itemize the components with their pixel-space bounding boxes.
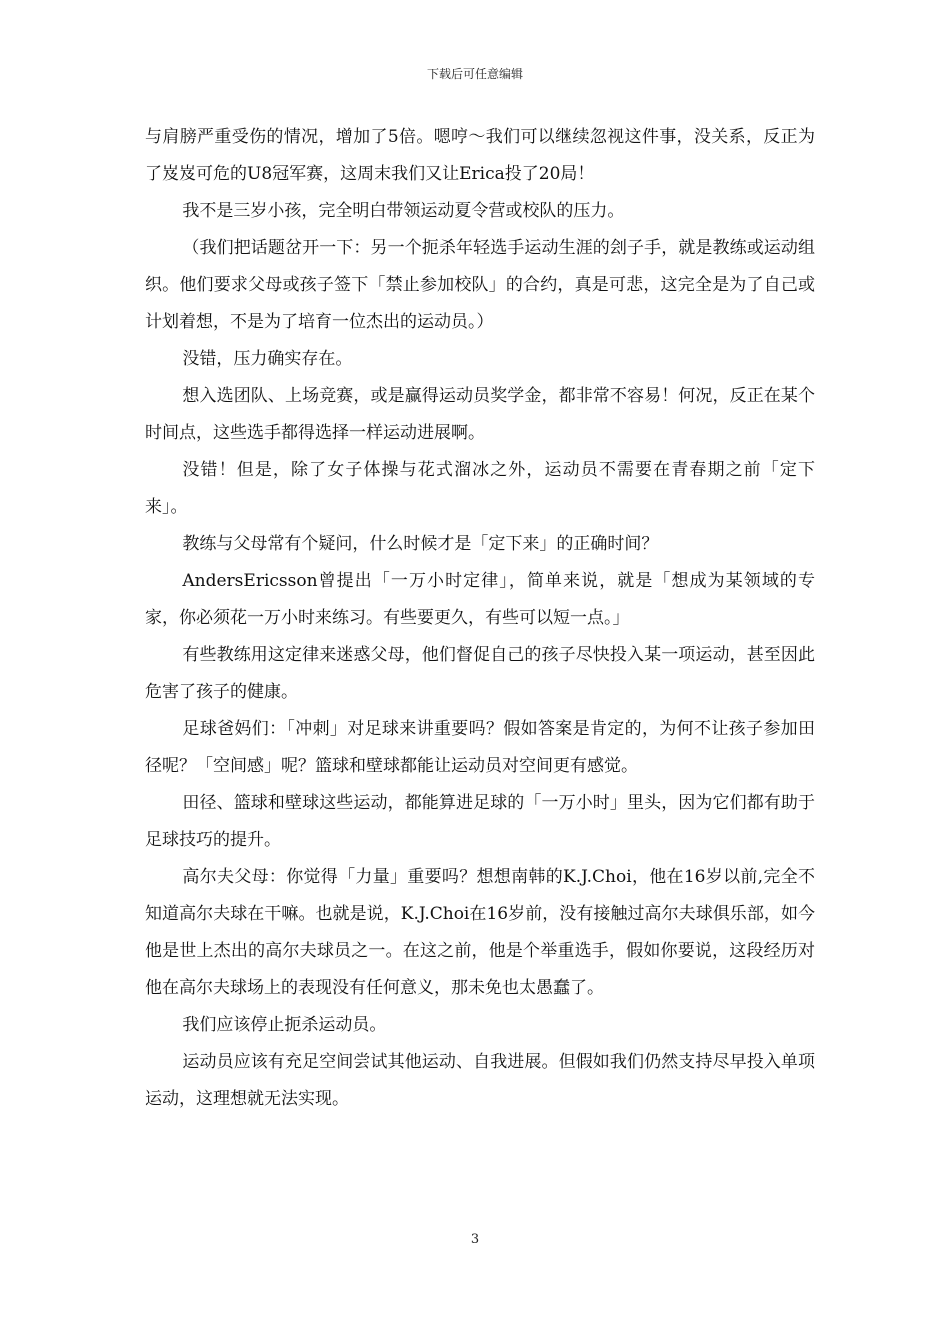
paragraph-14: 运动员应该有充足空间尝试其他运动、自我进展。但假如我们仍然支持尽早投入单项运动，这理想就无法实现。 [145,1052,815,1109]
page-number: 3 [470,1232,480,1247]
paragraph-11: 田径、篮球和壁球这些运动，都能算进足球的「一万小时」里头，因为它们都有助于足球技巧的提升。 [145,793,815,850]
paragraph-3: （我们把话题岔开一下：另一个扼杀年轻选手运动生涯的刽子手，就是教练或运动组织。他们要求父母或孩子签下「禁止参加校队」的合约，真是可悲，这完全是为了自己或计划着想，不是为了培育一位杰出的运动员。） [145,238,815,332]
paragraph-12: 高尔夫父母：你觉得「力量」重要吗？想想南韩的K.J.Choi，他在16岁以前,完全不知道高尔夫球在干嘛。也就是说，K.J.Choi在16岁前，没有接触过高尔夫球俱乐部，如今他是世上杰出的高尔夫球员之一。在这之前，他是个举重选手，假如你要说，这段经历对他在高尔夫球场上的表现没有任何意义，那未免也太愚蠢了。 [145,867,815,998]
page-header: 下载后可任意编辑 [426,67,523,81]
paragraph-4: 没错，压力确实存在。 [182,349,353,369]
document-body [145,119,815,1118]
paragraph-1: 与肩膀严重受伤的情况，增加了5倍。嗯哼～我们可以继续忽视这件事，没关系，反正为了岌岌可危的U8冠军赛，这周末我们又让Erica投了20局！ [145,127,815,184]
paragraph-8: AndersEricsson曾提出「一万小时定律」，简单来说，就是「想成为某领域的专家，你必须花一万小时来练习。有些要更久，有些可以短一点。」 [145,571,815,628]
paragraph-6: 没错！但是，除了女子体操与花式溜冰之外，运动员不需要在青春期之前「定下来」。 [145,460,815,517]
paragraph-5: 想入选团队、上场竞赛，或是赢得运动员奖学金，都非常不容易！何况，反正在某个时间点，这些选手都得选择一样运动进展啊。 [145,386,815,443]
paragraph-7: 教练与父母常有个疑问，什么时候才是「定下来」的正确时间？ [182,534,659,554]
paragraph-2: 我不是三岁小孩，完全明白带领运动夏令营或校队的压力。 [182,201,625,221]
paragraph-13: 我们应该停止扼杀运动员。 [182,1015,387,1035]
paragraph-10: 足球爸妈们：「冲刺」对足球来讲重要吗？假如答案是肯定的，为何不让孩子参加田径呢？「空间感」呢？篮球和壁球都能让运动员对空间更有感觉。 [145,719,815,776]
paragraph-9: 有些教练用这定律来迷惑父母，他们督促自己的孩子尽快投入某一项运动，甚至因此危害了孩子的健康。 [145,645,815,702]
